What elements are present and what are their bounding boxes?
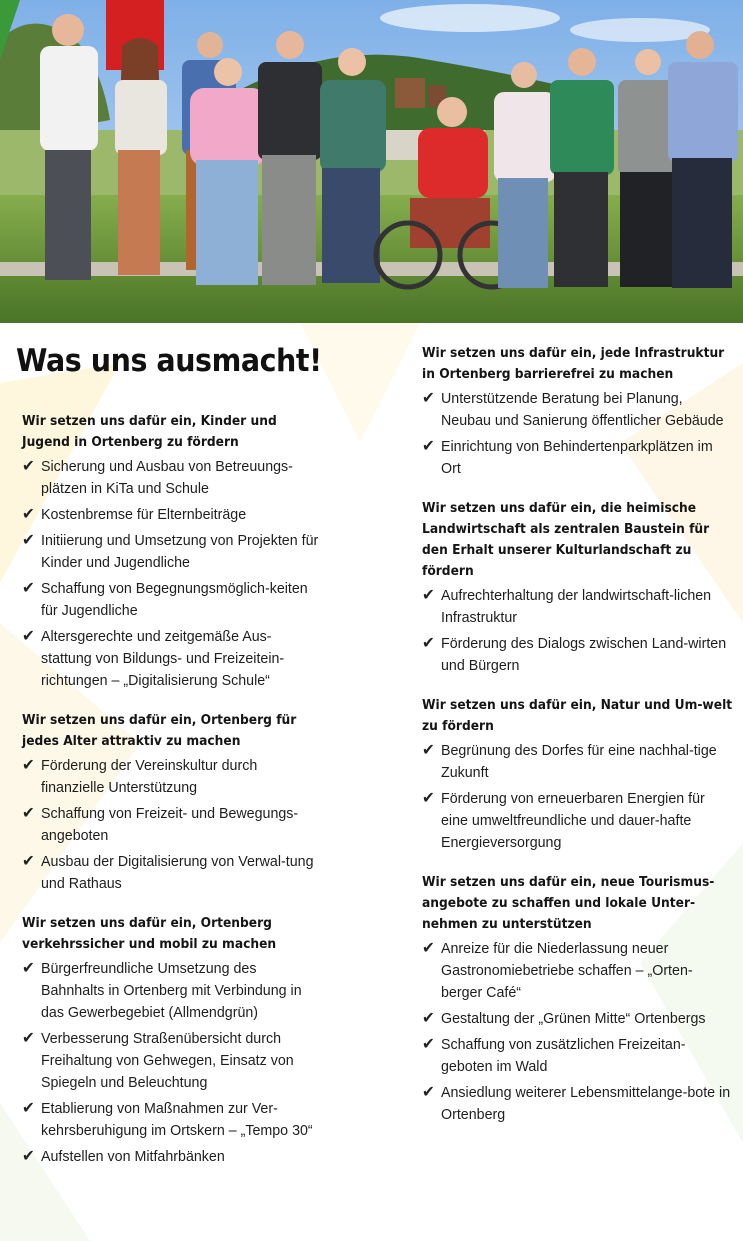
section-list [422,740,734,854]
checkmark-icon: ✔ [22,628,35,645]
list-item [22,626,321,692]
list-item [422,788,733,854]
section-heading: Wir setzen uns dafür ein, die heimische Landwirtschaft als zentralen Baustein für den Erhalt unserer Kulturlandschaft zu fördern [422,501,710,579]
checkmark-icon: ✔ [22,960,35,977]
program-content [0,323,743,1241]
list-item-text: Initiierung und Umsetzung von Projekten für Kinder und Jugendliche [41,532,319,571]
list-item [422,1008,733,1030]
section-heading: Wir setzen uns dafür ein, Ortenberg verkehrssicher und mobil zu machen [22,916,277,952]
list-item [422,585,733,629]
list-item [22,504,321,526]
program-section [422,343,734,480]
checkmark-icon: ✔ [22,853,35,870]
group-photo [0,0,743,323]
list-item-text: Anreize für die Niederlassung neuer Gastronomiebetriebe schaffen – „Orten-berger Café“ [441,940,693,1001]
list-item [22,958,321,1024]
list-item-text: Altersgerechte und zeitgemäße Aus-stattung von Bildungs- und Freizeitein-richtungen – „Digitalisierung Schule“ [41,628,285,689]
list-item-text: Etablierung von Maßnahmen zur Ver-kehrsberuhigung im Ortskern – „Tempo 30“ [41,1100,313,1139]
list-item-text: Ausbau der Digitalisierung von Verwal-tung und Rathaus [41,853,314,892]
list-item [422,938,733,1004]
section-list [22,958,322,1168]
section-heading: Wir setzen uns dafür ein, Ortenberg für jedes Alter attraktiv zu machen [22,713,297,749]
checkmark-icon: ✔ [22,1148,35,1165]
list-item [22,530,321,574]
page-title: Was uns ausmacht! [16,343,322,379]
section-list [22,456,322,692]
program-section [22,913,322,1168]
checkmark-icon: ✔ [422,1036,435,1053]
list-item [422,388,733,432]
list-item [22,755,321,799]
list-item-text: Schaffung von Begegnungsmöglich-keiten für Jugendliche [41,580,308,619]
checkmark-icon: ✔ [422,1084,435,1101]
list-item-text: Schaffung von Freizeit- und Bewegungs-angeboten [41,805,299,844]
section-list [22,755,322,895]
list-item-text: Begrünung des Dorfes für eine nachhal-tige Zukunft [441,742,717,781]
checkmark-icon: ✔ [422,587,435,604]
right-sections [422,343,734,1126]
list-item [422,740,733,784]
list-item-text: Einrichtung von Behindertenparkplätzen im Ort [441,438,713,477]
list-item [22,803,321,847]
list-item [422,436,733,480]
left-sections [22,411,322,1168]
section-heading: Wir setzen uns dafür ein, neue Tourismus-angebote zu schaffen und lokale Unter-nehmen zu unterstützen [422,875,715,932]
list-item-text: Verbesserung Straßenübersicht durch Freihaltung von Gehwegen, Einsatz von Spiegeln und Beleuchtung [41,1030,294,1091]
list-item [22,851,321,895]
list-item [422,1034,733,1078]
program-section [22,710,322,895]
section-heading: Wir setzen uns dafür ein, Kinder und Jugend in Ortenberg zu fördern [22,414,277,450]
program-section [422,695,734,854]
checkmark-icon: ✔ [22,1100,35,1117]
list-item-text: Ansiedlung weiterer Lebensmittelange-bote in Ortenberg [441,1084,731,1123]
program-section [422,872,734,1126]
list-item [22,456,321,500]
section-heading: Wir setzen uns dafür ein, Natur und Um-welt zu fördern [422,698,733,734]
checkmark-icon: ✔ [22,458,35,475]
section-list [422,585,734,677]
section-list [422,938,734,1126]
checkmark-icon: ✔ [22,532,35,549]
checkmark-icon: ✔ [22,757,35,774]
program-section [22,411,322,692]
list-item-text: Unterstützende Beratung bei Planung, Neubau und Sanierung öffentlicher Gebäude [441,390,724,429]
left-column [16,323,322,1186]
list-item [422,1082,733,1126]
list-item-text: Sicherung und Ausbau von Betreuungs-plätzen in KiTa und Schule [41,458,293,497]
checkmark-icon: ✔ [422,1010,435,1027]
section-list [422,388,734,480]
list-item [22,1098,321,1142]
checkmark-icon: ✔ [422,390,435,407]
list-item-text: Schaffung von zusätzlichen Freizeitan-geboten im Wald [441,1036,686,1075]
list-item [22,1028,321,1094]
checkmark-icon: ✔ [22,506,35,523]
list-item-text: Kostenbremse für Elternbeiträge [41,506,247,523]
list-item [22,578,321,622]
checkmark-icon: ✔ [422,790,435,807]
checkmark-icon: ✔ [22,805,35,822]
checkmark-icon: ✔ [422,635,435,652]
checkmark-icon: ✔ [422,940,435,957]
list-item-text: Gestaltung der „Grünen Mitte“ Ortenbergs [441,1010,706,1027]
checkmark-icon: ✔ [22,1030,35,1047]
list-item [422,633,733,677]
list-item-text: Aufstellen von Mitfahrbänken [41,1148,225,1165]
list-item-text: Aufrechterhaltung der landwirtschaft-lichen Infrastruktur [441,587,712,626]
checkmark-icon: ✔ [422,438,435,455]
checkmark-icon: ✔ [422,742,435,759]
list-item-text: Bürgerfreundliche Umsetzung des Bahnhalts in Ortenberg mit Verbindung in das Gewerbegebiet (Allmendgrün) [41,960,302,1021]
program-section [422,498,734,677]
checkmark-icon: ✔ [22,580,35,597]
right-column [422,323,734,1144]
group-photo-illustration [0,0,743,323]
list-item [22,1146,321,1168]
list-item-text: Förderung der Vereinskultur durch finanzielle Unterstützung [41,757,258,796]
list-item-text: Förderung des Dialogs zwischen Land-wirten und Bürgern [441,635,727,674]
list-item-text: Förderung von erneuerbaren Energien für eine umweltfreundliche und dauer-hafte Energieversorgung [441,790,705,851]
section-heading: Wir setzen uns dafür ein, jede Infrastruktur in Ortenberg barrierefrei zu machen [422,346,725,382]
